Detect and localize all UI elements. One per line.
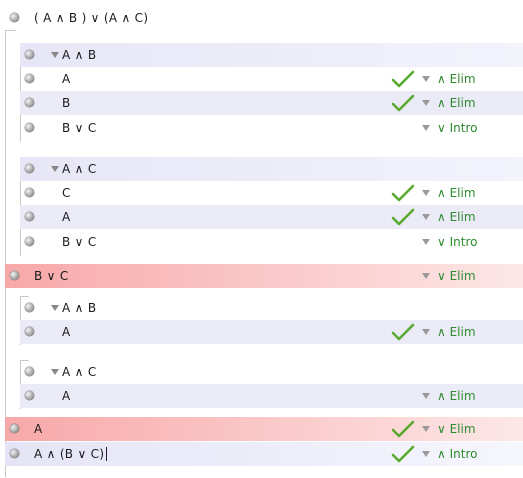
- proof-line-conclusion[interactable]: [5, 442, 523, 466]
- rule-label[interactable]: ∧ Elim: [437, 72, 476, 86]
- rule-dropdown-icon[interactable]: [422, 426, 430, 432]
- formula-text[interactable]: A: [62, 72, 71, 86]
- proof-line[interactable]: [20, 384, 523, 408]
- proof-line[interactable]: [20, 320, 523, 344]
- rule-label[interactable]: ∧ Elim: [437, 186, 476, 200]
- rule-dropdown-icon[interactable]: [422, 214, 430, 220]
- line-bullet-icon: [25, 123, 34, 132]
- line-bullet-icon: [25, 303, 34, 312]
- proof-line-error[interactable]: [5, 264, 523, 288]
- line-bullet-icon: [10, 271, 19, 280]
- formula-text[interactable]: B ∨ C: [62, 121, 97, 135]
- formula-text[interactable]: A: [62, 389, 71, 403]
- check-mark-icon: [391, 207, 415, 227]
- rule-dropdown-icon[interactable]: [422, 393, 430, 399]
- check-mark-icon: [391, 93, 415, 113]
- check-mark-icon: [391, 419, 415, 439]
- subproof-assumption-3[interactable]: [20, 296, 523, 320]
- formula-text[interactable]: C: [62, 186, 71, 200]
- rule-dropdown-icon[interactable]: [422, 76, 430, 82]
- rule-label[interactable]: ∨ Elim: [437, 422, 476, 436]
- subproof-assumption-2[interactable]: [20, 157, 523, 181]
- rule-dropdown-icon[interactable]: [422, 273, 430, 279]
- line-bullet-icon: [25, 74, 34, 83]
- line-bullet-icon: [25, 391, 34, 400]
- check-mark-icon: [391, 444, 415, 464]
- rule-label[interactable]: ∧ Elim: [437, 325, 476, 339]
- collapse-triangle-icon[interactable]: [51, 166, 59, 172]
- formula-text[interactable]: ( A ∧ B ) ∨ (A ∧ C): [34, 11, 149, 25]
- formula-text[interactable]: B ∨ C: [62, 235, 97, 249]
- rule-label[interactable]: ∧ Elim: [437, 96, 476, 110]
- subproof-assumption-1[interactable]: [20, 43, 523, 67]
- formula-text[interactable]: A ∧ C: [62, 162, 97, 176]
- proof-line[interactable]: [20, 116, 523, 140]
- rule-label[interactable]: ∨ Intro: [437, 235, 478, 249]
- collapse-triangle-icon[interactable]: [51, 52, 59, 58]
- formula-text[interactable]: A ∧ C: [62, 365, 97, 379]
- formula-text[interactable]: A ∧ B: [62, 301, 97, 315]
- line-bullet-icon: [25, 188, 34, 197]
- formula-text[interactable]: A: [62, 210, 71, 224]
- check-mark-icon: [391, 69, 415, 89]
- proof-line[interactable]: [20, 230, 523, 254]
- rule-dropdown-icon[interactable]: [422, 329, 430, 335]
- rule-label[interactable]: ∨ Intro: [437, 121, 478, 135]
- rule-dropdown-icon[interactable]: [422, 451, 430, 457]
- line-bullet-icon: [25, 367, 34, 376]
- formula-text[interactable]: B ∨ C: [34, 269, 69, 283]
- line-bullet-icon: [25, 237, 34, 246]
- line-bullet-icon: [10, 449, 19, 458]
- proof-bracket-main: [5, 30, 16, 477]
- formula-input[interactable]: A ∧ (B ∨ C): [34, 447, 105, 461]
- rule-dropdown-icon[interactable]: [422, 125, 430, 131]
- proof-line[interactable]: [20, 91, 523, 115]
- line-bullet-icon: [25, 164, 34, 173]
- line-bullet-icon: [25, 212, 34, 221]
- check-mark-icon: [391, 322, 415, 342]
- rule-label[interactable]: ∧ Intro: [437, 447, 478, 461]
- rule-label[interactable]: ∧ Elim: [437, 210, 476, 224]
- proof-line[interactable]: [20, 181, 523, 205]
- line-bullet-icon: [25, 98, 34, 107]
- check-mark-icon: [391, 183, 415, 203]
- proof-line-premise[interactable]: [0, 6, 523, 30]
- proof-line[interactable]: [20, 67, 523, 91]
- line-bullet-icon: [25, 50, 34, 59]
- line-bullet-icon: [10, 424, 19, 433]
- formula-text[interactable]: A: [62, 325, 71, 339]
- proof-line-error[interactable]: [5, 417, 523, 441]
- rule-dropdown-icon[interactable]: [422, 190, 430, 196]
- formula-text[interactable]: A: [34, 422, 43, 436]
- formula-text[interactable]: B: [62, 96, 71, 110]
- proof-line[interactable]: [20, 205, 523, 229]
- rule-label[interactable]: ∨ Elim: [437, 269, 476, 283]
- rule-dropdown-icon[interactable]: [422, 100, 430, 106]
- text-caret: [106, 447, 107, 461]
- rule-label[interactable]: ∧ Elim: [437, 389, 476, 403]
- subproof-assumption-4[interactable]: [20, 360, 523, 384]
- formula-text[interactable]: A ∧ B: [62, 48, 97, 62]
- line-bullet-icon: [10, 13, 19, 22]
- rule-dropdown-icon[interactable]: [422, 239, 430, 245]
- collapse-triangle-icon[interactable]: [51, 305, 59, 311]
- line-bullet-icon: [25, 327, 34, 336]
- collapse-triangle-icon[interactable]: [51, 369, 59, 375]
